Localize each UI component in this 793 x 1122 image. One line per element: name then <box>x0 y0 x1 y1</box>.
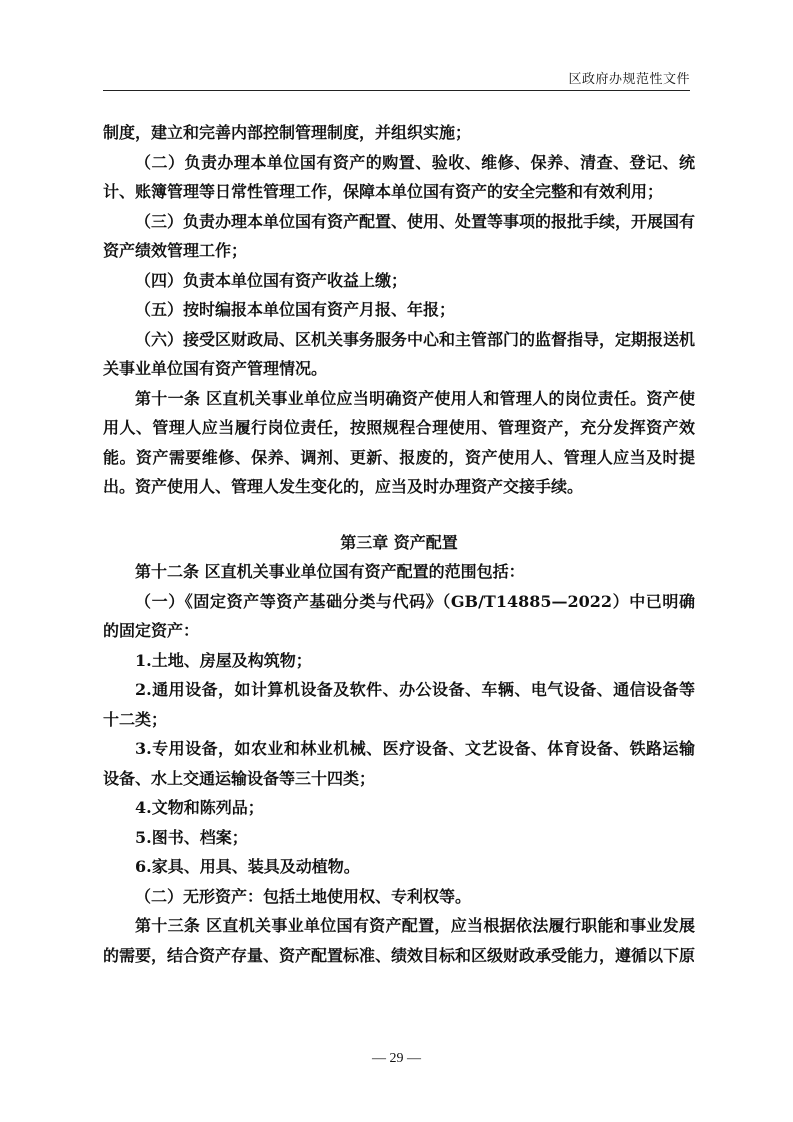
document-body <box>103 118 695 970</box>
paragraph-0: 制度，建立和完善内部控制管理制度，并组织实施； <box>103 123 472 142</box>
page-header <box>103 68 690 91</box>
header-title: 区政府办规范性文件 <box>568 72 690 87</box>
paragraph-3: （四）负责本单位国有资产收益上缴； <box>135 270 408 290</box>
chapter-title: 第三章 资产配置 <box>340 532 458 552</box>
article-11: 第十一条 区直机关事业单位应当明确资产使用人和管理人的岗位责任。资产使用人、管理人应当履行岗位责任，按照规程合理使用、管理资产，充分发挥资产效能。资产需要维修、保养、调剂、更新、报废的，资产使用人、管理人应当及时提出。资产使用人、管理人发生变化的，应当及时办理资产交接手续。 <box>103 388 695 496</box>
article-12: 第十二条 区直机关事业单位国有资产配置的范围包括： <box>135 562 525 581</box>
paragraph-4: （五）按时编报本单位国有资产月报、年报； <box>135 300 456 319</box>
list-item-6: 6.家具、用具、装具及动植物。 <box>135 857 360 876</box>
paragraph-intangible-assets: （二）无形资产：包括土地使用权、专利权等。 <box>135 886 472 906</box>
paragraph-2: （三）负责办理本单位国有资产配置、使用、处置等事项的报批手续，开展国有资产绩效管理工作； <box>103 211 696 260</box>
article-13: 第十三条 区直机关事业单位国有资产配置，应当根据依法履行职能和事业发展的需要，结合资产存量、资产配置标准、绩效目标和区级财政承受能力，遵循以下原 <box>103 916 696 965</box>
list-item-5: 5.图书、档案； <box>135 827 248 847</box>
paragraph-5: （六）接受区财政局、区机关事务服务中心和主管部门的监督指导，定期报送机关事业单位国有资产管理情况。 <box>103 329 696 378</box>
paragraph-fixed-assets: （一）《固定资产等资产基础分类与代码》（GB/T14885—2022）中已明确的固定资产： <box>103 591 695 640</box>
list-item-4: 4.文物和陈列品； <box>135 798 264 817</box>
paragraph-1: （二）负责办理本单位国有资产的购置、验收、维修、保养、清查、登记、统计、账簿管理等日常性管理工作，保障本单位国有资产的安全完整和有效利用； <box>103 152 695 201</box>
list-item-3: 3.专用设备，如农业和林业机械、医疗设备、文艺设备、体育设备、铁路运输设备、水上交通运输设备等三十四类； <box>103 739 695 788</box>
page-number: — 29 — <box>372 1051 421 1066</box>
list-item-2: 2.通用设备，如计算机设备及软件、办公设备、车辆、电气设备、通信设备等十二类； <box>103 680 695 729</box>
list-item-1: 1.土地、房屋及构筑物； <box>135 650 312 670</box>
